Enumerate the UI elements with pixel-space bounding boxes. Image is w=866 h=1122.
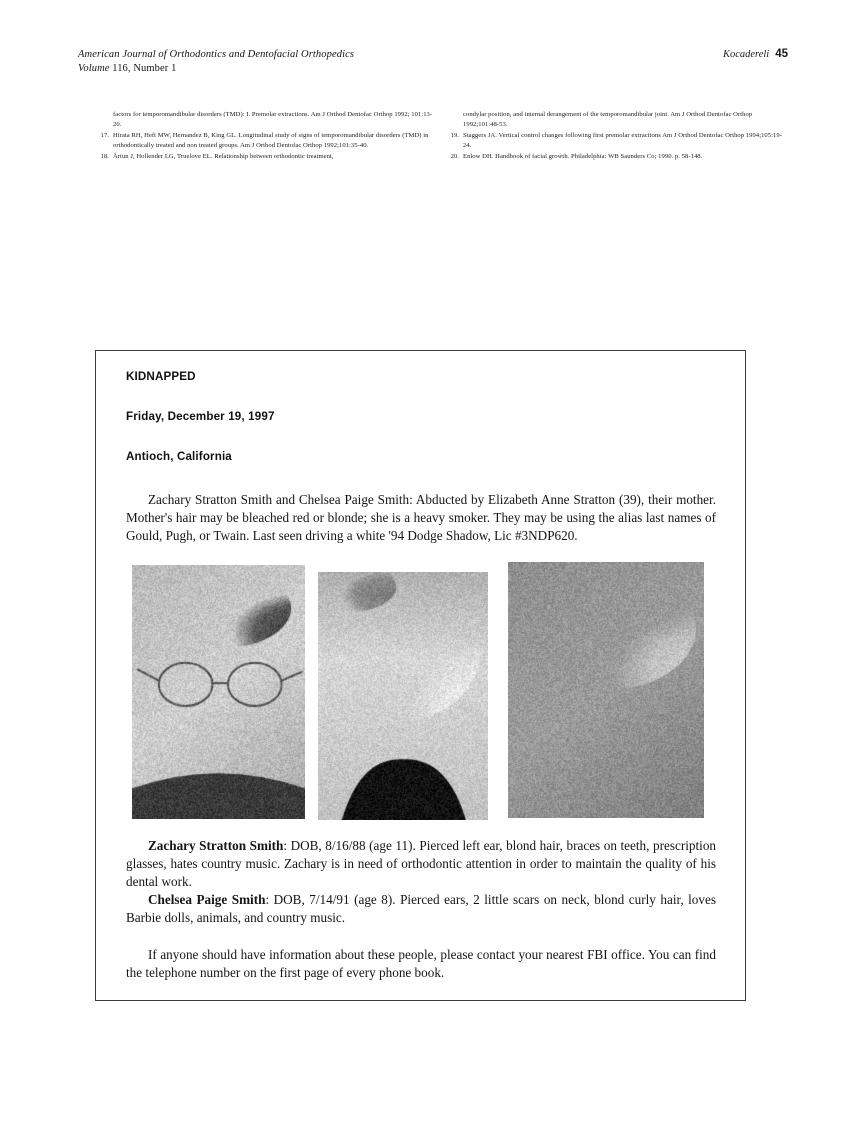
volume-number: 116, Number 1 — [112, 62, 177, 74]
description-zachary — [126, 837, 716, 890]
reference-number: 19. — [450, 131, 459, 139]
reference-text: Hirata RH, Heft MW, Hernandez B, King GL. Longitudinal study of signs of temporomandibular disorders (TMD) in orthodontically treated and non treated groups. Am J Orthod Dentofac Orthop 1992;101:35-40. — [113, 131, 429, 150]
poster-closing-paragraph: If anyone should have information about these people, please contact your nearest FBI office. You can find the telephone number on the first page of every phone book. — [126, 947, 716, 981]
reference-item-20 — [444, 152, 784, 162]
reference-number: 17. — [100, 131, 109, 139]
description-chelsea — [126, 891, 716, 927]
reference-number: 18. — [100, 152, 109, 160]
poster-content — [126, 370, 716, 982]
poster-date: Friday, December 19, 1997 — [126, 410, 275, 423]
reference-item-18 — [94, 152, 434, 162]
journal-volume-issue — [78, 62, 354, 76]
reference-list — [78, 110, 790, 205]
reference-column-left — [94, 110, 434, 162]
poster-location: Antioch, California — [126, 450, 232, 463]
running-head-author-page — [723, 48, 788, 62]
description-name-zachary: Zachary Stratton Smith — [148, 838, 284, 854]
reference-continued-18: condylar position, and internal derangement of the temporomandibular joint. Am J Orthod Dentofac Orthop 1992;101:48-53. — [463, 111, 753, 129]
description-text-zachary: : DOB, 8/16/88 (age 11). Pierced left ear, blond hair, braces on teeth, prescription glasses, hates country music. Zachary is in need of orthodontic attention in order to maintain the quality of his dental work. — [126, 838, 717, 889]
reference-column-right — [444, 110, 784, 162]
reference-text: Årtun J, Hollender LG, Truelove EL. Relationship between orthodontic treatment, — [113, 152, 334, 160]
reference-item-19 — [444, 131, 784, 152]
volume-label: Volume — [78, 62, 113, 74]
poster-descriptions — [126, 837, 716, 926]
photo-zachary — [132, 565, 305, 819]
description-name-chelsea: Chelsea Paige Smith — [148, 891, 266, 907]
poster-photo-row — [126, 561, 716, 817]
photo-chelsea — [318, 572, 488, 820]
reference-number: 20. — [450, 152, 459, 160]
reference-text: Enlow DH. Handbook of facial growth. Philadelphia: WB Saunders Co; 1990. p. 58-148. — [463, 152, 703, 160]
poster-title: KIDNAPPED — [126, 370, 196, 383]
journal-title: American Journal of Orthodontics and Dentofacial Orthopedics — [78, 49, 355, 60]
journal-identification — [78, 48, 354, 75]
reference-text: Staggers JA. Vertical control changes following first premolar extractions Am J Orthod Dentofac Orthop 1994;105:19-24. — [463, 131, 782, 150]
reference-item-17 — [94, 131, 434, 152]
kidnapped-poster — [95, 350, 746, 1001]
running-head — [78, 48, 788, 82]
poster-summary-paragraph: Zachary Stratton Smith and Chelsea Paige Smith: Abducted by Elizabeth Anne Stratton (39), their mother. Mother's hair may be bleached red or blonde; she is a heavy smoker. They may be using the alias last names of Gould, Pugh, or Twain. Last seen driving a white '94 Dodge Shadow, Lic #3NDP620. — [126, 492, 716, 543]
page-number: 45 — [775, 48, 788, 60]
photo-mother — [508, 562, 704, 818]
author-name: Kocadereli — [722, 49, 770, 60]
reference-continued-16: factors for temporomandibular disorders (TMD): I. Premolar extractions. Am J Orthod Dentofac Orthop 1992; 101:13-20. — [113, 111, 433, 129]
description-text-chelsea: : DOB, 7/14/91 (age 8). Pierced ears, 2 little scars on neck, blond curly hair, loves Barbie dolls, animals, and country music. — [126, 891, 716, 925]
